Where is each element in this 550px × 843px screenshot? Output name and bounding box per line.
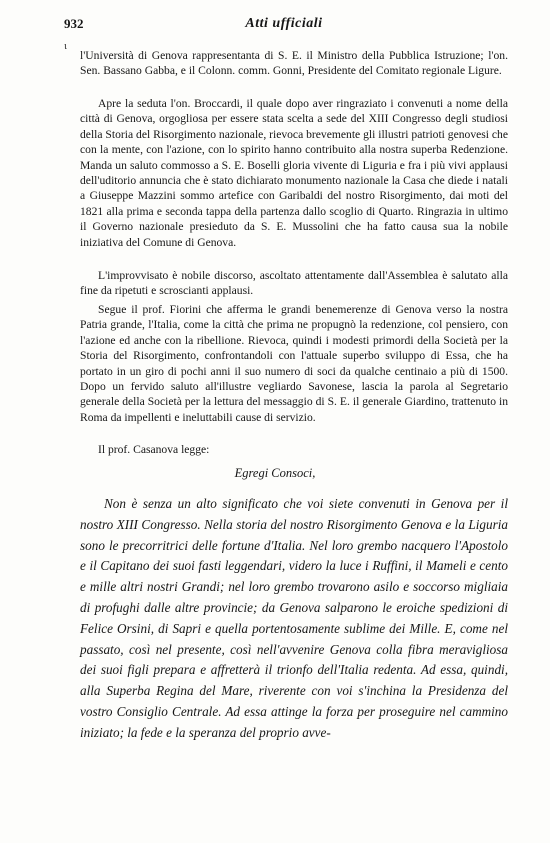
paragraph-casanova-reads: Il prof. Casanova legge: (98, 443, 210, 456)
paragraph-fiorini-speech: Segue il prof. Fiorini che afferma le grandi benemerenze di Genova verso la nostra Patria grande, l'Italia, come la città che prima ne propugnò la redenzione, col pensiero, con l'azione ed anche con la ribellione. Rievoca, quindi i modesti primordi della Società per la Storia del Risorgimento, confrontandoli con l'attuale superbo sviluppo di Essa, che ha portato in un giro di pochi anni il suo numero di soci da qualche centinaio a più di 1500. Dopo un fervido saluto all'illustre vegliardo Savonese, lascia la parola al Segretario generale della Società per la lettura del messaggio di S. E. il generale Giardino, trattenuto in Roma da impellenti e ineluttabili cause di servizio. (80, 303, 508, 424)
page-header (64, 16, 504, 34)
margin-mark: ι (64, 40, 67, 52)
page-number: 932 (64, 16, 84, 31)
paragraph-broccardi-speech: Apre la seduta l'on. Broccardi, il quale dopo aver ringraziato i convenuti a nome della città di Genova, orgogliosa per essere stata scelta a sede del XIII Congresso degli studiosi della Storia del Risorgimento nazionale, rievoca brevemente gli illustri patrioti genovesi che con la mente, con l'azione, con lo spirito hanno contribuito alla nostra superba Redenzione. Manda un saluto commosso a S. E. Boselli gloria vivente di Liguria e fra i più vivi applausi dell'uditorio annuncia che è stato dichiarato monumento nazionale la Casa che diede i natali a Giuseppe Mazzini sommo artefice con Garibaldi del nostro Risorgimento, dai moti del 1821 alla prima e seconda tappa della partenza dallo scoglio di Quarto. Ringrazia in ultimo il Governo nazionale presieduto da S. E. Mussolini che ha fatto causa sua la nobile iniziativa del Comune di Genova. (80, 97, 508, 249)
paragraph-applause: L'improvvisato è nobile discorso, ascoltato attentamente dall'Assemblea è salutato alla fine da ripetuti e scroscianti applausi. (80, 269, 508, 298)
letter-body: Non è senza un alto significato che voi siete convenuti in Genova per il nostro XIII Congresso. Nella storia del nostro Risorgimento Genova e la Liguria sono le precorritrici delle fortune d'Italia. Nel loro grembo nacquero l'Apostolo e il Capitano dei suoi fasti leggendari, videro la luce i Ruffini, il Mameli e cento e mille altri nostri Grandi; nel loro grembo trovarono asilo e soccorso migliaia di profughi dalle altre provincie; da Genova salparono le eroiche spedizioni di Felice Orsini, di Sapri e quella portentosamente sublime dei Mille. E, come nel passato, così nel presente, così nell'avvenire Genova colla fibra meravigliosa dei suoi figli prepara e affretterà il trionfo dell'Italia redenta. Ad essa, quindi, alla Superba Regina del Mare, riverente con voi s'inchina la Presidenza del vostro Consiglio Centrale. Ad essa attinge la forza per proseguire nel cammino iniziato; la fede e la speranza del proprio avve- (80, 496, 508, 740)
running-head: Atti ufficiali (245, 16, 323, 31)
paragraph-attendees: l'Università di Genova rappresentanta di S. E. il Ministro della Pubblica Istruzione; l'on. Sen. Bassano Gabba, e il Colonn. comm. Gonni, Presidente del Comitato regionale Ligure. (80, 49, 508, 78)
letter-salutation: Egregi Consoci, (234, 466, 316, 480)
